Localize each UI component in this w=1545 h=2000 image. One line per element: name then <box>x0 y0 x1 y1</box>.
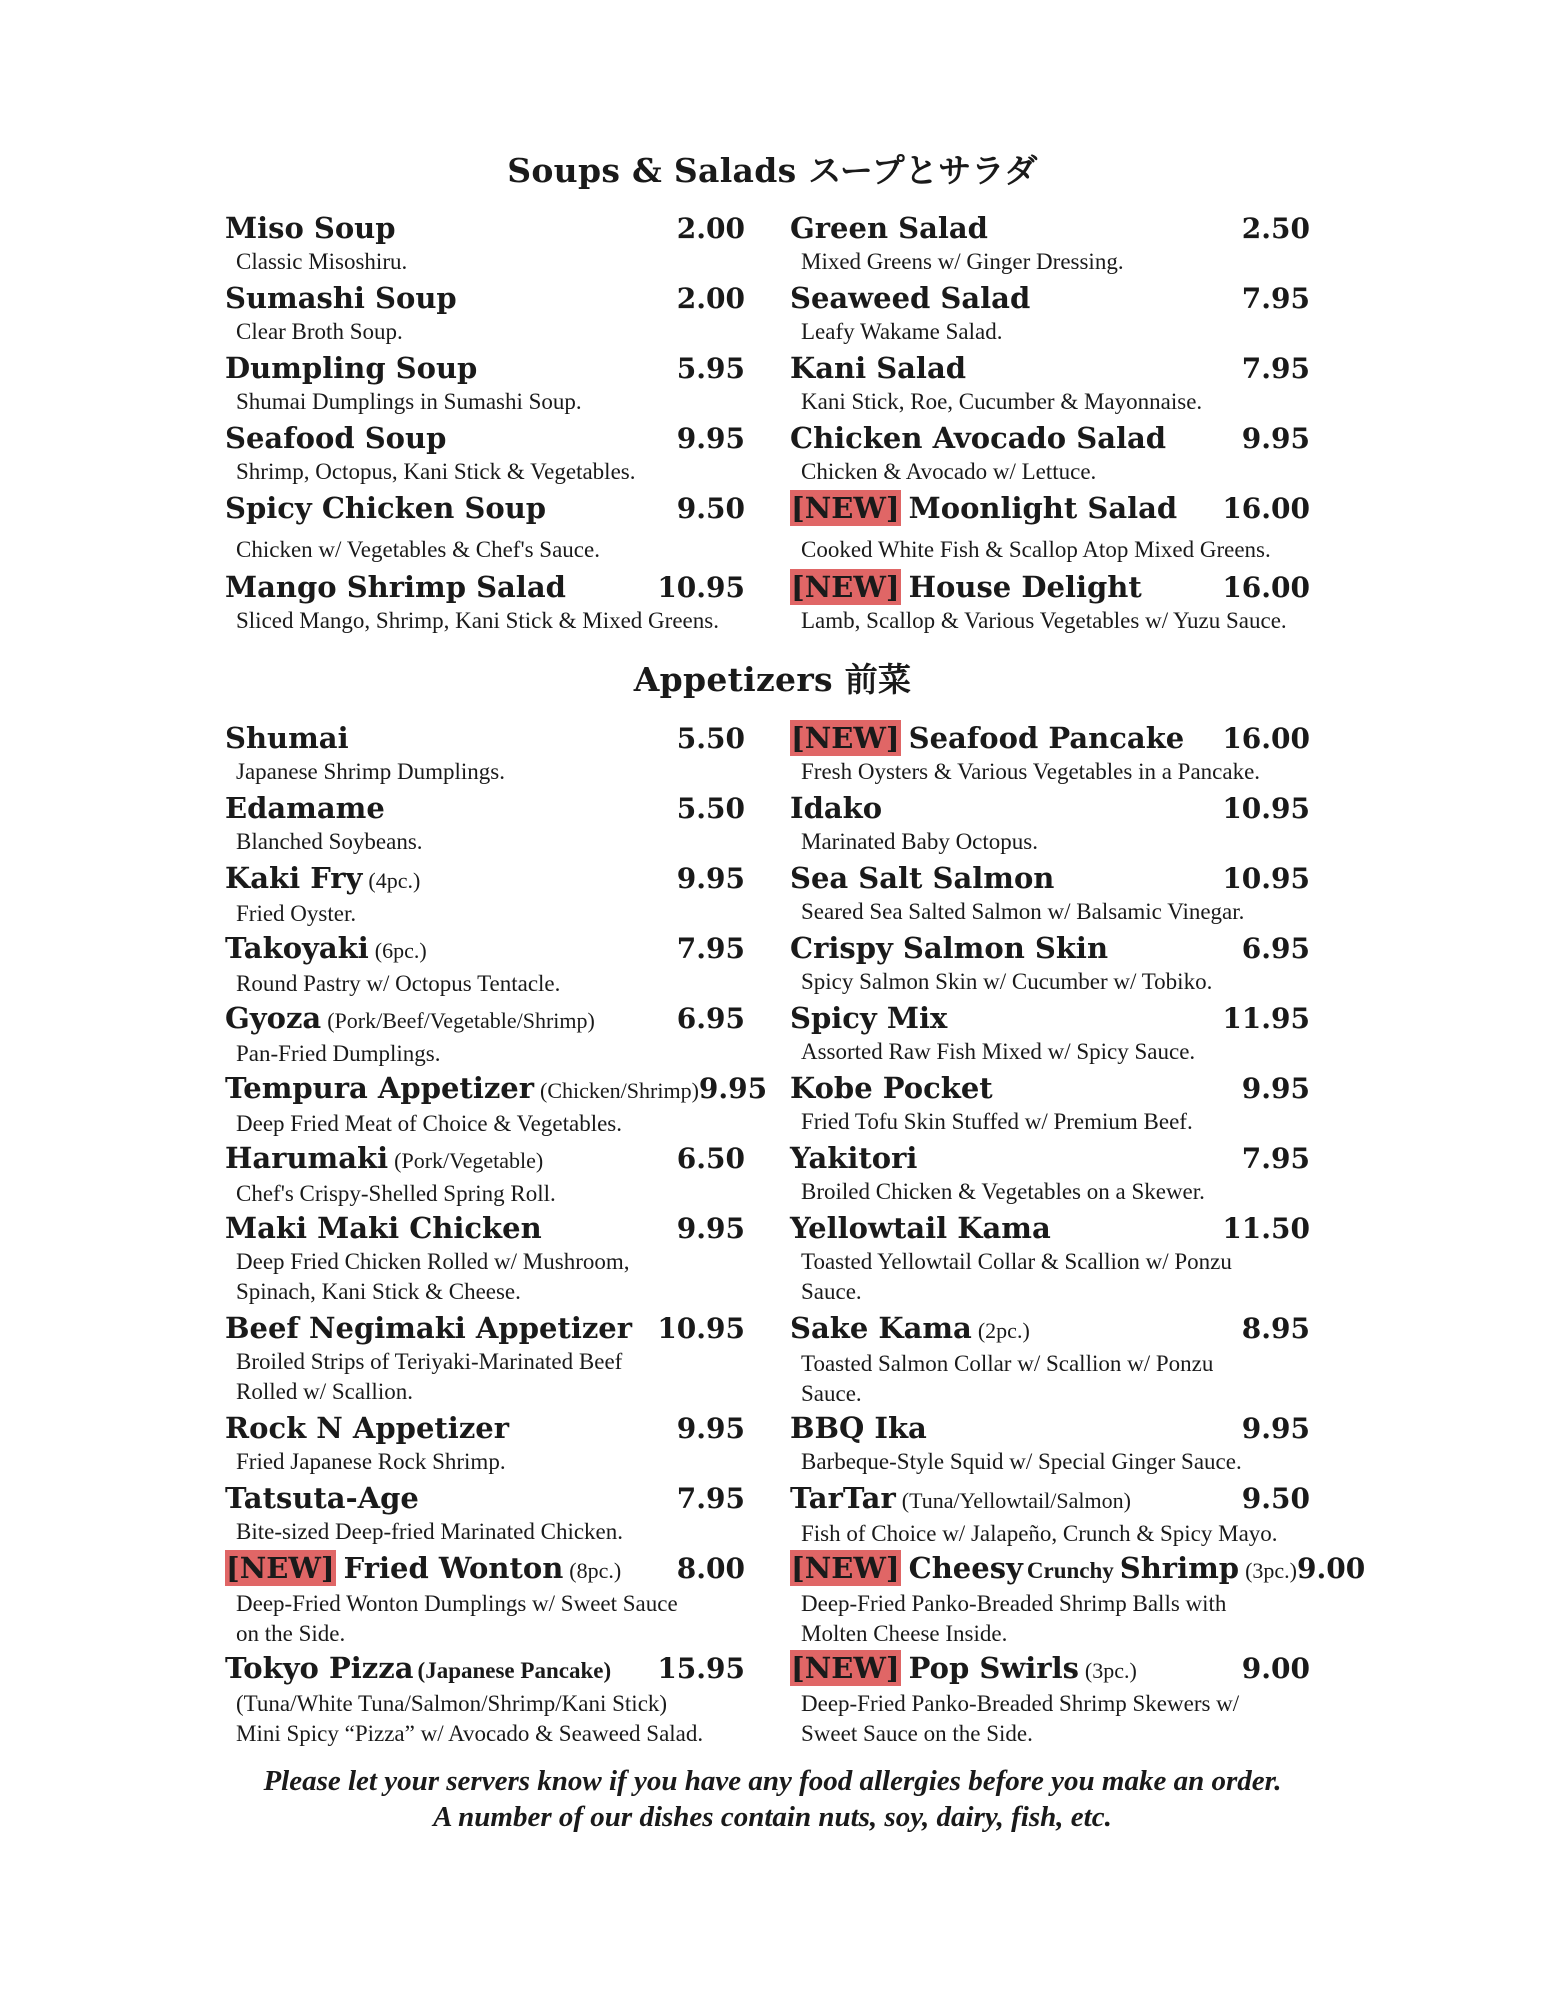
menu-item <box>225 280 745 347</box>
menu-item-header <box>225 1480 745 1517</box>
menu-item-description-cont: Spinach, Kani Stick & Cheese. <box>236 1279 521 1304</box>
menu-item-portion: (Pork/Vegetable) <box>394 1148 544 1173</box>
menu-item-name: Green Salad <box>790 211 988 245</box>
menu-item-description: Deep Fried Meat of Choice & Vegetables. <box>236 1111 622 1136</box>
new-badge: [NEW] <box>226 1551 335 1585</box>
menu-item-price: 8.00 <box>676 1552 745 1585</box>
menu-item <box>225 1070 768 1139</box>
menu-item <box>790 280 1310 347</box>
menu-item-title <box>790 210 988 246</box>
menu-item-title <box>225 1070 699 1109</box>
menu-item-title <box>225 860 420 899</box>
menu-item-name: Tatsuta-Age <box>225 1481 419 1515</box>
menu-item-header <box>790 1550 1366 1589</box>
menu-item <box>790 350 1310 417</box>
menu-item <box>790 1210 1310 1307</box>
appetizers-title: Appetizers 前菜 <box>633 660 912 699</box>
menu-item-header <box>225 1550 745 1589</box>
menu-item-title <box>225 930 427 969</box>
menu-item-note: (Japanese Pancake) <box>417 1658 612 1683</box>
menu-item <box>790 1070 1310 1137</box>
menu-item-description: Deep-Fried Panko-Breaded Shrimp Balls with <box>801 1591 1227 1616</box>
menu-item-title <box>225 720 349 756</box>
menu-item-name: Idako <box>790 791 883 825</box>
menu-item-name-cont: Shrimp <box>1119 1551 1240 1585</box>
menu-item-price: 9.50 <box>1241 1482 1310 1515</box>
menu-item-title <box>790 1210 1051 1246</box>
menu-item-price: 16.00 <box>1222 492 1310 525</box>
menu-item <box>225 930 745 999</box>
menu-item <box>790 569 1310 636</box>
menu-item-description-cont: Sauce. <box>801 1381 862 1406</box>
menu-item-title <box>790 1070 993 1106</box>
menu-item-title <box>225 1550 621 1589</box>
menu-item-price: 9.50 <box>676 492 745 525</box>
menu-item-header <box>225 720 745 757</box>
menu-item-price: 9.95 <box>1241 1072 1310 1105</box>
menu-item-title <box>225 1000 595 1039</box>
menu-item <box>790 1310 1310 1409</box>
menu-item-name: Beef Negimaki Appetizer <box>225 1311 633 1345</box>
menu-item-description: Pan-Fried Dumplings. <box>236 1041 441 1066</box>
menu-item-description: Kani Stick, Roe, Cucumber & Mayonnaise. <box>801 389 1203 414</box>
menu-item-portion: (3pc.) <box>1245 1558 1297 1583</box>
menu-item-name: Maki Maki Chicken <box>225 1211 542 1245</box>
menu-item-header <box>225 1140 745 1179</box>
menu-item-price: 9.95 <box>698 1072 768 1105</box>
menu-item-description-cont: Mini Spicy “Pizza” w/ Avocado & Seaweed Salad. <box>236 1721 704 1746</box>
menu-item <box>225 490 745 565</box>
menu-item-name: Tokyo Pizza <box>225 1651 414 1685</box>
menu-item <box>790 860 1310 927</box>
menu-item-header <box>790 1210 1310 1247</box>
menu-item-price: 7.95 <box>1241 282 1310 315</box>
menu-item <box>225 1410 745 1477</box>
menu-item-title <box>790 1650 1137 1689</box>
menu-item-name: Pop Swirls <box>908 1651 1079 1685</box>
menu-item-name: Seafood Pancake <box>908 721 1185 755</box>
menu-item-note: Crunchy <box>1026 1558 1114 1583</box>
menu-item-title <box>790 1550 1297 1589</box>
menu-item-description: Marinated Baby Octopus. <box>801 829 1038 854</box>
menu-item-header <box>790 350 1310 387</box>
menu-item-description: Deep-Fried Wonton Dumplings w/ Sweet Sauce <box>236 1591 678 1616</box>
menu-item-price: 5.50 <box>676 722 745 755</box>
menu-item-description: Bite-sized Deep-fried Marinated Chicken. <box>236 1519 624 1544</box>
menu-item-description: Seared Sea Salted Salmon w/ Balsamic Vinegar. <box>801 899 1245 924</box>
menu-item-title <box>225 569 566 605</box>
menu-item-price: 2.00 <box>676 282 745 315</box>
menu-item-description: Broiled Strips of Teriyaki-Marinated Beef <box>236 1349 623 1374</box>
menu-item-portion: (Chicken/Shrimp) <box>540 1078 699 1103</box>
menu-item <box>790 420 1310 487</box>
menu-item-price: 5.50 <box>676 792 745 825</box>
menu-item-title <box>790 1310 1030 1349</box>
menu-item <box>225 860 745 929</box>
menu-item-description: Spicy Salmon Skin w/ Cucumber w/ Tobiko. <box>801 969 1213 994</box>
menu-item-price: 9.95 <box>1241 422 1310 455</box>
menu-item-title <box>225 1480 419 1516</box>
menu-item-price: 6.95 <box>1241 932 1310 965</box>
menu-item <box>790 1550 1366 1649</box>
menu-item-name: Sea Salt Salmon <box>790 861 1055 895</box>
menu-item-title <box>790 490 1177 526</box>
menu-item-header <box>790 420 1310 457</box>
menu-item-description: Fried Japanese Rock Shrimp. <box>236 1449 506 1474</box>
menu-item-name: Tempura Appetizer <box>225 1071 535 1105</box>
menu-item <box>790 930 1310 997</box>
menu-item-description: Shrimp, Octopus, Kani Stick & Vegetables. <box>236 459 636 484</box>
menu-item-description: Deep-Fried Panko-Breaded Shrimp Skewers w/ <box>801 1691 1240 1716</box>
menu-item-name: Shumai <box>225 721 349 755</box>
menu-item-price: 7.95 <box>676 1482 745 1515</box>
menu-item-name: Kani Salad <box>790 351 967 385</box>
menu-item-title <box>790 860 1054 896</box>
menu-item <box>790 1650 1310 1749</box>
menu-item-price: 16.00 <box>1222 571 1310 604</box>
menu-item-description: Barbeque-Style Squid w/ Special Ginger Sauce. <box>801 1449 1242 1474</box>
menu-item-title <box>225 1650 611 1689</box>
menu-item-title <box>225 1410 509 1446</box>
menu-item-title <box>225 1210 542 1246</box>
menu-item-name: Fried Wonton <box>343 1551 564 1585</box>
menu-item-title <box>225 280 457 316</box>
menu-item-name: Rock N Appetizer <box>225 1411 510 1445</box>
menu-item-header <box>790 930 1310 967</box>
menu-item-title <box>225 790 385 826</box>
menu-item <box>225 1650 745 1749</box>
menu-item-description: Blanched Soybeans. <box>236 829 423 854</box>
menu-item <box>790 1410 1310 1477</box>
menu-item-header <box>790 1310 1310 1349</box>
menu-item-description: (Tuna/White Tuna/Salmon/Shrimp/Kani Stick) <box>236 1691 668 1716</box>
menu-item-price: 6.50 <box>676 1142 745 1175</box>
menu-item <box>790 1480 1310 1549</box>
menu-item-header <box>790 860 1310 897</box>
menu-item-description: Fresh Oysters & Various Vegetables in a Pancake. <box>801 759 1261 784</box>
menu-item <box>790 1140 1310 1207</box>
menu-item-header <box>225 420 745 457</box>
menu-item-description: Classic Misoshiru. <box>236 249 408 274</box>
menu-item-header <box>225 1410 745 1447</box>
menu-item-portion: (4pc.) <box>368 868 421 893</box>
menu-item-price: 11.50 <box>1222 1212 1310 1245</box>
menu-item-header <box>790 1410 1310 1447</box>
menu-item <box>225 1000 745 1069</box>
new-badge: [NEW] <box>791 1551 900 1585</box>
menu-item-name: Mango Shrimp Salad <box>225 570 566 604</box>
menu-item <box>225 1310 745 1407</box>
menu-item-description: Shumai Dumplings in Sumashi Soup. <box>236 389 582 414</box>
menu-item-header <box>790 1480 1310 1519</box>
menu-item-price: 10.95 <box>1222 792 1310 825</box>
menu-item-description: Mixed Greens w/ Ginger Dressing. <box>801 249 1124 274</box>
menu-item-description: Leafy Wakame Salad. <box>801 319 1003 344</box>
menu-item-price: 7.95 <box>676 932 745 965</box>
menu-item-title <box>790 420 1166 456</box>
menu-item-description-cont: Molten Cheese Inside. <box>801 1621 1008 1646</box>
menu-item-name: Seaweed Salad <box>790 281 1031 315</box>
menu-item <box>790 790 1310 857</box>
menu-item-title <box>225 350 477 386</box>
menu-item <box>225 420 745 487</box>
menu-item-name: BBQ Ika <box>790 1411 927 1445</box>
menu-item-price: 9.00 <box>1297 1552 1366 1585</box>
menu-item-header <box>225 1000 745 1039</box>
menu-item <box>225 210 745 277</box>
new-badge: [NEW] <box>791 491 900 525</box>
menu-item-price: 7.95 <box>1241 352 1310 385</box>
menu-item-title <box>225 1310 632 1346</box>
menu-item-header <box>790 280 1310 317</box>
menu-item-header <box>225 569 745 606</box>
menu-item-title <box>790 280 1030 316</box>
menu-item-name: Yellowtail Kama <box>790 1211 1051 1245</box>
menu-item-description-cont: Sweet Sauce on the Side. <box>801 1721 1033 1746</box>
menu-item-header <box>225 490 745 527</box>
menu-item <box>225 569 745 636</box>
menu-item-name: Gyoza <box>225 1001 322 1035</box>
menu-item-header <box>225 210 745 247</box>
menu-item-name: Chicken Avocado Salad <box>790 421 1167 455</box>
menu-item-description: Assorted Raw Fish Mixed w/ Spicy Sauce. <box>801 1039 1196 1064</box>
new-badge: [NEW] <box>791 721 900 755</box>
menu-item-price: 2.00 <box>676 212 745 245</box>
menu-item-name: Sake Kama <box>790 1311 972 1345</box>
menu-item-price: 10.95 <box>1222 862 1310 895</box>
menu-item-title <box>225 420 446 456</box>
menu-item-description: Fried Oyster. <box>236 901 357 926</box>
menu-item-price: 9.95 <box>676 422 745 455</box>
menu-item-header <box>225 860 745 899</box>
allergy-notice-line-1: Please let your servers know if you have any food allergies before you make an order. <box>263 1765 1282 1797</box>
menu-item-price: 8.95 <box>1241 1312 1310 1345</box>
menu-item-price: 10.95 <box>657 571 745 604</box>
menu-item-description: Sliced Mango, Shrimp, Kani Stick & Mixed Greens. <box>236 608 719 633</box>
menu-item-title <box>790 1140 917 1176</box>
menu-item-description: Lamb, Scallop & Various Vegetables w/ Yuzu Sauce. <box>801 608 1287 633</box>
menu-item-header <box>790 1140 1310 1177</box>
menu-item-portion: (8pc.) <box>569 1558 622 1583</box>
menu-item-description: Fried Tofu Skin Stuffed w/ Premium Beef. <box>801 1109 1193 1134</box>
menu-item-price: 5.95 <box>676 352 745 385</box>
menu-item-title <box>790 569 1142 605</box>
menu-item-price: 7.95 <box>1241 1142 1310 1175</box>
menu-item <box>225 1210 745 1307</box>
menu-item-description: Japanese Shrimp Dumplings. <box>236 759 505 784</box>
menu-item <box>225 1480 745 1547</box>
menu-item-name: Yakitori <box>790 1141 918 1175</box>
menu-item <box>790 210 1310 277</box>
new-badge: [NEW] <box>791 570 900 604</box>
menu-item-header <box>790 1070 1310 1107</box>
menu-item-name: Kobe Pocket <box>790 1071 993 1105</box>
menu-item-description: Chicken & Avocado w/ Lettuce. <box>801 459 1097 484</box>
allergy-notice-line-2: A number of our dishes contain nuts, soy, dairy, fish, etc. <box>433 1801 1112 1833</box>
menu-item-title <box>790 350 966 386</box>
menu-item <box>225 1140 745 1209</box>
menu-item-header <box>790 720 1310 757</box>
menu-item <box>225 790 745 857</box>
menu-item-portion: (6pc.) <box>374 938 427 963</box>
menu-item-price: 9.00 <box>1241 1652 1310 1685</box>
menu-item-price: 10.95 <box>657 1312 745 1345</box>
menu-item-header <box>790 790 1310 827</box>
menu-item-price: 9.95 <box>676 862 745 895</box>
menu-item-title <box>790 1000 947 1036</box>
menu-item-title <box>790 720 1184 756</box>
menu-item-portion: (2pc.) <box>977 1318 1030 1343</box>
menu-item-header <box>225 1650 745 1689</box>
menu-item-portion: (Tuna/Yellowtail/Salmon) <box>901 1488 1131 1513</box>
menu-item-description-cont: on the Side. <box>236 1621 346 1646</box>
menu-item-name: Crispy Salmon Skin <box>790 931 1109 965</box>
menu-item-description: Clear Broth Soup. <box>236 319 403 344</box>
menu-item-description-cont: Rolled w/ Scallion. <box>236 1379 413 1404</box>
menu-item-description: Broiled Chicken & Vegetables on a Skewer. <box>801 1179 1205 1204</box>
menu-item-header <box>225 1070 768 1109</box>
new-badge: [NEW] <box>791 1651 900 1685</box>
menu-item-price: 9.95 <box>1241 1412 1310 1445</box>
menu-item-header <box>790 1000 1310 1037</box>
menu-item-price: 2.50 <box>1241 212 1310 245</box>
menu-item-header <box>225 280 745 317</box>
menu-item-title <box>790 790 882 826</box>
menu-item-portion: (3pc.) <box>1084 1658 1137 1683</box>
menu-item-header <box>225 1210 745 1247</box>
menu-item <box>225 350 745 417</box>
menu-item-price: 9.95 <box>676 1412 745 1445</box>
menu-item-name: Miso Soup <box>225 211 396 245</box>
menu-item-name: Seafood Soup <box>225 421 447 455</box>
menu-item-portion: (Pork/Beef/Vegetable/Shrimp) <box>327 1008 595 1033</box>
menu-item-description: Cooked White Fish & Scallop Atop Mixed Greens. <box>801 537 1271 562</box>
menu-item-header <box>225 1310 745 1347</box>
menu-item-description: Toasted Salmon Collar w/ Scallion w/ Ponzu <box>801 1351 1214 1376</box>
menu-item-header <box>790 569 1310 606</box>
menu-item-name: Kaki Fry <box>225 861 363 895</box>
menu-item-name: Takoyaki <box>225 931 369 965</box>
menu-item-description-cont: Sauce. <box>801 1279 862 1304</box>
menu-item-description: Toasted Yellowtail Collar & Scallion w/ Ponzu <box>801 1249 1232 1274</box>
menu-item-title <box>790 1480 1131 1519</box>
menu-item-price: 15.95 <box>657 1652 745 1685</box>
menu-item-name: Spicy Chicken Soup <box>225 491 547 525</box>
menu-item-header <box>790 210 1310 247</box>
menu-item-title <box>790 1410 927 1446</box>
menu-item-description: Round Pastry w/ Octopus Tentacle. <box>236 971 561 996</box>
menu-item-description: Chef's Crispy-Shelled Spring Roll. <box>236 1181 556 1206</box>
allergy-notice <box>0 1763 1545 1835</box>
menu-item-header <box>225 350 745 387</box>
menu-item-description: Deep Fried Chicken Rolled w/ Mushroom, <box>236 1249 630 1274</box>
menu-item-name: Harumaki <box>225 1141 389 1175</box>
menu-item-title <box>790 930 1108 966</box>
menu-item-header <box>790 1650 1310 1689</box>
menu-item-header <box>790 490 1310 527</box>
menu-item-title <box>225 490 546 526</box>
menu-item-price: 6.95 <box>676 1002 745 1035</box>
menu-item-description: Fish of Choice w/ Jalapeño, Crunch & Spicy Mayo. <box>801 1521 1278 1546</box>
menu-item-title <box>225 210 396 246</box>
menu-item-name: Spicy Mix <box>790 1001 948 1035</box>
soups-salads-title: Soups & Salads スープとサラダ <box>507 151 1038 190</box>
menu-item-price: 16.00 <box>1222 722 1310 755</box>
menu-item-name: Dumpling Soup <box>225 351 478 385</box>
menu-item-name: Edamame <box>225 791 385 825</box>
menu-item-description: Chicken w/ Vegetables & Chef's Sauce. <box>236 537 600 562</box>
menu-item <box>225 720 745 787</box>
menu-item-name: Moonlight Salad <box>908 491 1178 525</box>
menu-item-title <box>225 1140 543 1179</box>
menu-item <box>790 1000 1310 1067</box>
menu-item <box>790 720 1310 787</box>
menu-item-price: 9.95 <box>676 1212 745 1245</box>
menu-item-price: 11.95 <box>1222 1002 1310 1035</box>
menu-item <box>790 490 1310 565</box>
menu-item-name: TarTar <box>790 1481 896 1515</box>
menu-item <box>225 1550 745 1649</box>
menu-item-header <box>225 790 745 827</box>
menu-item-name: Cheesy <box>908 1551 1023 1585</box>
menu-item-name: Sumashi Soup <box>225 281 457 315</box>
menu-item-name: House Delight <box>908 570 1142 604</box>
menu-item-header <box>225 930 745 969</box>
